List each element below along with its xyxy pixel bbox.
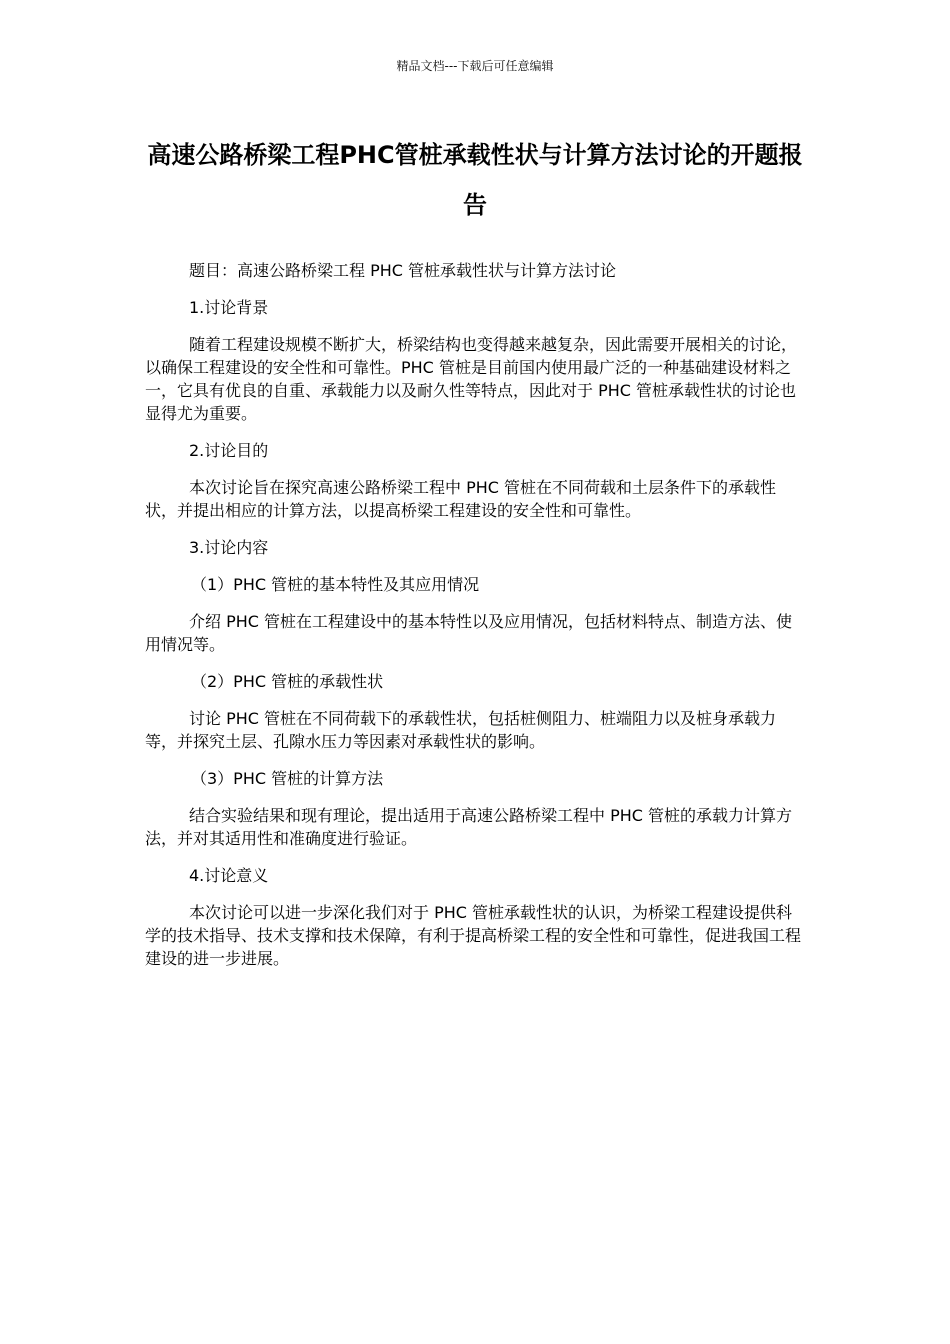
section-body-significance: 本次讨论可以进一步深化我们对于 PHC 管桩承载性状的认识，为桥梁工程建设提供科学的技术指导、技术支撑和技术保障，有利于提高桥梁工程的安全性和可靠性，促进我国工程建设的进一步进展。 bbox=[145, 903, 802, 968]
item-heading-bearing: （2）PHC 管桩的承载性状 bbox=[191, 672, 384, 691]
section-heading-content: 3.讨论内容 bbox=[189, 538, 269, 557]
topic-line: 题目：高速公路桥梁工程 PHC 管桩承载性状与计算方法讨论 bbox=[189, 261, 617, 280]
item-body-calculation: 结合实验结果和现有理论，提出适用于高速公路桥梁工程中 PHC 管桩的承载力计算方法，并对其适用性和准确度进行验证。 bbox=[145, 806, 793, 848]
item-body-bearing: 讨论 PHC 管桩在不同荷载下的承载性状，包括桩侧阻力、桩端阻力以及桩身承载力等，并探究土层、孔隙水压力等因素对承载性状的影响。 bbox=[145, 709, 777, 751]
document-title: 高速公路桥梁工程PHC管桩承载性状与计算方法讨论的开题报告 bbox=[147, 141, 803, 219]
item-body-characteristics: 介绍 PHC 管桩在工程建设中的基本特性以及应用情况，包括材料特点、制造方法、使用情况等。 bbox=[145, 612, 793, 654]
section-body-background: 随着工程建设规模不断扩大，桥梁结构也变得越来越复杂，因此需要开展相关的讨论，以确保工程建设的安全性和可靠性。PHC 管桩是目前国内使用最广泛的一种基础建设材料之一，它具有优良的自重、承载能力以及耐久性等特点，因此对于 PHC 管桩承载性状的讨论也显得尤为重要。 bbox=[145, 335, 798, 423]
section-heading-significance: 4.讨论意义 bbox=[189, 866, 269, 885]
section-heading-background: 1.讨论背景 bbox=[189, 298, 269, 317]
section-body-purpose: 本次讨论旨在探究高速公路桥梁工程中 PHC 管桩在不同荷载和土层条件下的承载性状，并提出相应的计算方法，以提高桥梁工程建设的安全性和可靠性。 bbox=[145, 478, 777, 520]
item-heading-calculation: （3）PHC 管桩的计算方法 bbox=[191, 769, 384, 788]
section-heading-purpose: 2.讨论目的 bbox=[189, 441, 269, 460]
document-body bbox=[145, 259, 805, 984]
page-header: 精品文档---下载后可任意编辑 bbox=[396, 59, 554, 73]
item-heading-characteristics: （1）PHC 管桩的基本特性及其应用情况 bbox=[191, 575, 480, 594]
